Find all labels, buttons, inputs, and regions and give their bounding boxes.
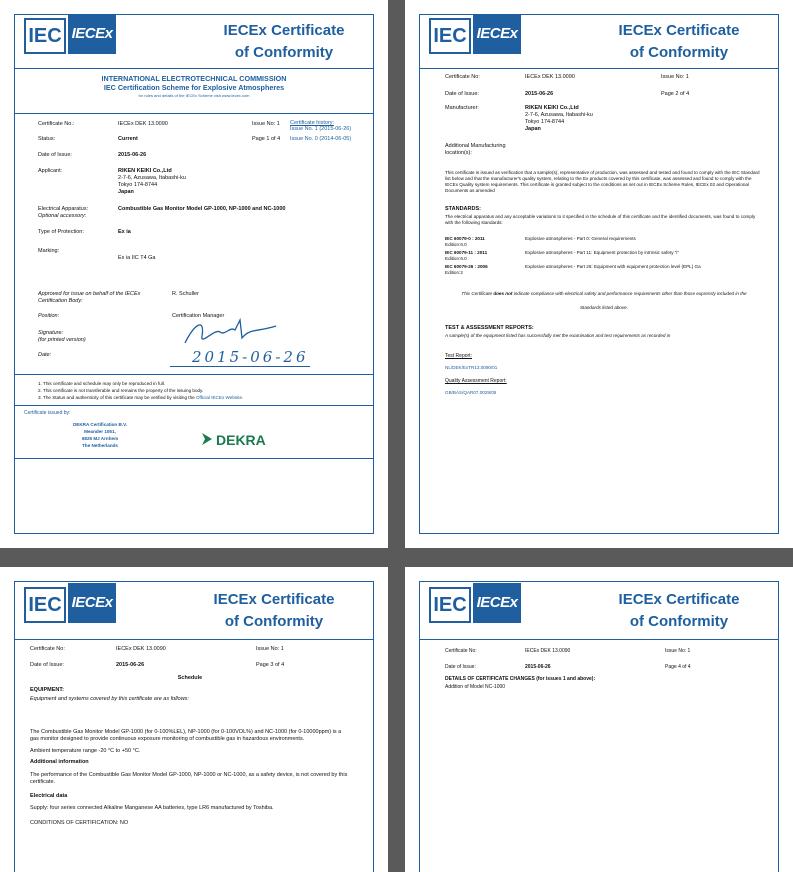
disclaimer-end: Standards listed above.: [579, 305, 628, 310]
approved-label: Approved for issue on behalf of the IECEx Certification Body:: [38, 291, 141, 304]
applicant-line-1: RIKEN KEIKI Co.,Ltd: [118, 168, 172, 174]
additional-label: Additional Manufacturing location(s):: [445, 143, 506, 156]
std-2-desc: Explosive atmospheres - Part 11: Equipment protection by intrinsic safety "i": [525, 250, 680, 255]
marking: Ex ia IIC T4 Ga: [118, 255, 156, 261]
std-1-code: IEC 60079-0 : 2011: [445, 236, 485, 241]
applicant-line-4: Japan: [118, 189, 134, 195]
header-rule: [419, 639, 779, 640]
rule-4: [14, 405, 374, 406]
iecex-logo: IECEx: [473, 14, 521, 54]
page-no: Page 4 of 4: [665, 664, 691, 670]
page-no: Page 2 of 4: [661, 91, 690, 97]
certificate-page-4: [405, 567, 793, 872]
page-header: [24, 8, 378, 62]
disclaimer-post: indicate compliance with electrical safety and performance requirements other than those expressly included in the: [512, 291, 747, 296]
disclaimer-pre: This Certificate: [461, 291, 494, 296]
qar-link[interactable]: GB/BAS/QAR07.0029/05: [445, 390, 497, 395]
iecex-website-link[interactable]: Official IECEx Website.: [195, 395, 244, 400]
cert-no: IECEx DEK 13.0090: [525, 74, 575, 80]
date2-label: Date:: [38, 352, 52, 358]
position: Certification Manager: [172, 313, 225, 319]
status-label: Status:: [38, 136, 56, 142]
conditions: CONDITIONS OF CERTIFICATION: NO: [30, 820, 129, 826]
issued-by-label: Certificate issued by:: [24, 410, 71, 416]
issuer-2: Meander 1051,: [84, 429, 116, 434]
history-label: Certificate history:: [290, 120, 335, 126]
date-label: Date of Issue:: [30, 662, 64, 668]
rule-5: [14, 458, 374, 459]
apparatus-label: Electrical Apparatus:: [38, 206, 89, 212]
approved-name: R. Schuller: [172, 291, 199, 297]
applicant-line-3: Tokyo 174-8744: [118, 182, 158, 188]
iecex-logo: IECEx: [68, 583, 116, 623]
iecex-logo: IECEx: [68, 14, 116, 54]
note-3-text: 3. The Status and authenticity of this certificate may be verified by visiting the: [38, 395, 195, 400]
header-rule: [14, 68, 374, 69]
signature-icon: [180, 318, 280, 348]
applicant-label: Applicant:: [38, 168, 63, 174]
manufacturer-label: Manufacturer:: [445, 105, 479, 111]
std-3-edition: Edition:2: [445, 270, 463, 275]
disclaimer: [435, 291, 773, 297]
date-label: Date of Issue:: [38, 152, 72, 158]
protection: Ex ia: [118, 229, 131, 235]
dekra-arrow-icon: [200, 432, 214, 446]
rule-2: [14, 113, 374, 114]
header-rule: [419, 68, 779, 69]
schedule-title: Schedule: [177, 675, 203, 681]
test-intro: A sample(s) of the equipment listed has successfully met the examination and test requirements as recorded in: [445, 333, 671, 338]
issuer-4: The Netherlands: [82, 443, 118, 448]
cert-no: IECEx DEK 13.0090: [525, 648, 571, 654]
standards-intro: The electrical apparatus and any acceptable variations to it specified in the schedule of this certificate and the identified documents, was found to comply with the following standards:: [445, 214, 756, 225]
manufacturer-1: RIKEN KEIKI Co.,Ltd: [525, 105, 579, 111]
title-line1: IECEx Certificate: [223, 22, 345, 39]
cert-no-label: Certificate No:: [445, 74, 480, 80]
additional: The performance of the Combustible Gas Monitor Model GP-1000, NP-1000 or NC-1000, as a safety device, is not covered by this certificate.: [30, 772, 348, 785]
protection-label: Type of Protection:: [38, 229, 84, 235]
rule-3: [14, 374, 374, 375]
ambient: Ambient temperature range -20 °C to +50 °C.: [30, 748, 141, 754]
page-header: [24, 577, 378, 631]
dekra-logo: DEKRA: [216, 432, 266, 448]
equipment-label: EQUIPMENT:: [30, 687, 64, 693]
page-no: Page 1 of 4: [252, 136, 281, 142]
issue-no: Issue No: 1: [252, 121, 280, 127]
manufacturer-4: Japan: [525, 126, 541, 132]
iec-logo: IEC: [24, 18, 66, 54]
date: 2015-06-26: [525, 91, 554, 97]
equipment-intro: Equipment and systems covered by this certificate are as follows:: [30, 696, 189, 702]
issuer-1: DEKRA Certification B.V.: [72, 422, 128, 427]
note-2: 2. This certificate is not transferable and remains the property of the issuing body.: [38, 388, 204, 393]
electrical: Supply: four series connected Alkaline Manganese AA batteries, type LR6 manufactured by Toshiba.: [30, 805, 274, 811]
position-label: Position:: [38, 313, 60, 319]
cert-no-label: Certificate No:: [445, 648, 477, 654]
title-line2: of Conformity: [629, 613, 729, 630]
changes: Addition of Model NC-1000: [445, 684, 506, 690]
cert-no: IECEx DEK 13.0090: [118, 121, 168, 127]
std-1-edition: Edition:6.0: [445, 242, 467, 247]
history-0: Issue No. 0 (2014-06-05): [290, 136, 352, 142]
history-1: Issue No. 1 (2015-06-26): [290, 126, 352, 132]
para1: This certificate is issued as verification that a sample(s), representative of production, was assessed and tested and found to comply with the IEC Standard list below and that the manufacturer's quality system, relating to the Ex products covered by this certificate, was assessed and found to comply with the IECEx Quality system requirements. This certificate is granted subject to the conditions as set out in IECEx Scheme Rules, IECEx 02 and Operational Documents as amended: [445, 170, 760, 193]
title-line2: of Conformity: [629, 44, 729, 61]
signature-sub: (for printed version): [38, 337, 86, 343]
title-line2: of Conformity: [234, 44, 334, 61]
org-name: INTERNATIONAL ELECTROTECHNICAL COMMISSION: [101, 74, 287, 83]
title-line2: of Conformity: [224, 613, 324, 630]
iec-logo: IEC: [429, 18, 471, 54]
scheme-name: IEC Certification Scheme for Explosive Atmospheres: [103, 83, 285, 92]
note-3: [38, 395, 243, 401]
iec-logo: IEC: [429, 587, 471, 623]
note-1: 1. This certificate and schedule may only be reproduced in full.: [38, 381, 166, 386]
iec-logo: IEC: [24, 587, 66, 623]
date-label: Date of Issue:: [445, 91, 479, 97]
title-line1: IECEx Certificate: [213, 591, 335, 608]
page-header: [429, 8, 783, 62]
certificate-page-3: [0, 567, 388, 872]
issue-no: Issue No: 1: [661, 74, 689, 80]
test-report-label: Test Report:: [445, 353, 472, 359]
applicant-line-2: 2-7-6, Azusawa, Itabashi-ku: [118, 175, 186, 181]
issuer-3: 6825 MJ Arnhem: [81, 436, 119, 441]
signature-label: Signature:: [38, 330, 64, 336]
std-3-desc: Explosive atmospheres - Part 26: Equipment with equipment protection level (EPL) Ga: [525, 264, 701, 269]
manufacturer-3: Tokyo 174-8744: [525, 119, 565, 125]
apparatus: Combustible Gas Monitor Model GP-1000, NP-1000 and NC-1000: [118, 206, 286, 212]
date-line: [170, 366, 310, 367]
page-header: [429, 577, 783, 631]
date: 2015-06-26: [116, 662, 145, 668]
changes-label: DETAILS OF CERTIFICATE CHANGES (for issues 1 and above):: [445, 676, 596, 682]
certificate-page-2: [405, 0, 793, 548]
equipment-desc: The Combustible Gas Monitor Model GP-1000 (for 0-100%LEL), NP-1000 (for 0-100VOL%) and NC-1000 (for 0-10000ppm) is a gas monitor designed to provide continuous exposure monitoring of combustible gas in hazardous environments.: [30, 729, 342, 742]
header-rule: [14, 639, 374, 640]
marking-label: Marking:: [38, 248, 60, 254]
date: 2015-06-26: [118, 152, 147, 158]
cert-no-label: Certificate No:: [30, 646, 65, 652]
title-line1: IECEx Certificate: [618, 22, 740, 39]
date: 2015-06-26: [525, 664, 551, 670]
standards-label: STANDARDS:: [445, 206, 481, 212]
std-2-code: IEC 60079-11 : 2011: [445, 250, 488, 255]
date-label: Date of Issue:: [445, 664, 476, 670]
test-report-link[interactable]: NL/DEK/ExTR13.0090/01: [445, 365, 498, 370]
iecex-logo: IECEx: [473, 583, 521, 623]
page-no: Page 3 of 4: [256, 662, 285, 668]
rules-link[interactable]: for rules and details of the IECEx Scheme visit www.iecex.com: [138, 93, 250, 98]
qar-label: Quality Assessment Report:: [445, 378, 507, 384]
std-3-code: IEC 60079-26 : 2006: [445, 264, 488, 269]
electrical-label: Electrical data: [30, 793, 68, 799]
issue-no: Issue No: 1: [665, 648, 691, 654]
optional-label: Optional accessory:: [38, 213, 87, 219]
std-1-desc: Explosive atmospheres - Part 0: General requirements: [525, 236, 636, 241]
cert-no: IECEx DEK 13.0090: [116, 646, 166, 652]
handwritten-date: 2015-06-26: [192, 348, 309, 366]
page-border: [14, 14, 374, 534]
issue-no: Issue No: 1: [256, 646, 284, 652]
disclaimer-bold: does not: [493, 291, 513, 296]
manufacturer-2: 2-7-6, Azusawa, Itabashi-ku: [525, 112, 593, 118]
test-label: TEST & ASSESSMENT REPORTS:: [445, 325, 534, 331]
cert-no-label: Certificate No.:: [38, 121, 75, 127]
certificate-page-1: [0, 0, 388, 548]
std-2-edition: Edition:6.0: [445, 256, 467, 261]
additional-label: Additional information: [30, 759, 89, 765]
title-line1: IECEx Certificate: [618, 591, 740, 608]
status: Current: [118, 136, 138, 142]
